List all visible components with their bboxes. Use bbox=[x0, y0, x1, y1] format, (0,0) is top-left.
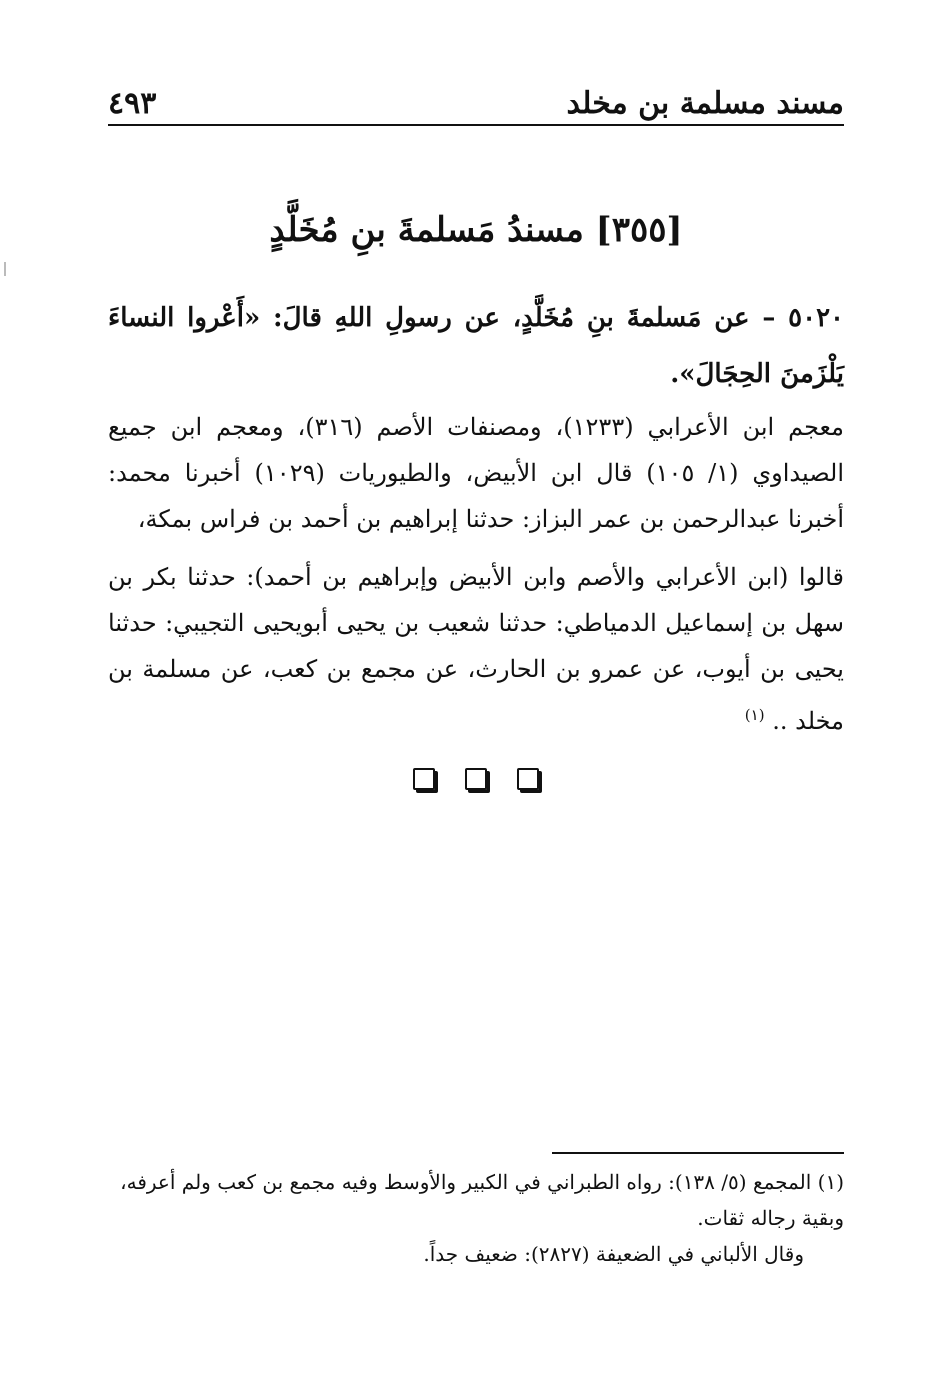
separator-square-icon bbox=[413, 768, 435, 790]
section-separator bbox=[0, 768, 952, 790]
footnote-1: (١) المجمع (٥/ ١٣٨): رواه الطبراني في الكبير والأوسط وفيه مجمع بن كعب ولم أعرفه، وبقية رجاله ثقات. bbox=[120, 1170, 844, 1230]
hadith-text: – عن مَسلمةَ بنِ مُخَلَّدٍ، عن رسولِ اللهِ قالَ: «أَعْروا النساءَ يَلْزَمنَ الحِجَالَ». bbox=[108, 303, 844, 389]
sources-paragraph-2-text: قالوا (ابن الأعرابي والأصم وابن الأبيض وإبراهيم بن أحمد): حدثنا بكر بن سهل بن إسماعيل الدمياطي: حدثنا شعيب بن يحيى أبويحيى التجيبي: حدثنا يحيى بن أيوب، عن عمرو بن الحارث، عن مجمع بن كعب، عن مسلمة بن مخلد .. bbox=[108, 563, 844, 735]
running-title: مسند مسلمة بن مخلد bbox=[566, 86, 844, 121]
hadith-paragraph bbox=[108, 290, 844, 402]
sources-paragraph-2 bbox=[108, 554, 844, 744]
footnote-reference: (١) bbox=[744, 706, 765, 724]
footnotes bbox=[108, 1164, 844, 1272]
footnote-rule bbox=[552, 1152, 844, 1154]
section-title: [٣٥٥] مسندُ مَسلمةَ بنِ مُخَلَّدٍ bbox=[269, 210, 683, 250]
separator-square-icon bbox=[465, 768, 487, 790]
hadith-number: ٥٠٢٠ bbox=[788, 303, 844, 333]
footnote-1-continued: وقال الألباني في الضعيفة (٢٨٢٧): ضعيف جداً. bbox=[423, 1242, 804, 1266]
header-rule bbox=[108, 124, 844, 126]
sources-paragraph-1: معجم ابن الأعرابي (١٢٣٣)، ومصنفات الأصم (٣١٦)، ومعجم ابن جميع الصيداوي (١/ ١٠٥) قال ابن الأبيض، والطيوريات (١٠٢٩) أخبرنا محمد: أخبرنا عبدالرحمن بن عمر البزاز: حدثنا إبراهيم بن أحمد بن فراس بمكة، bbox=[108, 413, 845, 533]
page-header bbox=[108, 78, 844, 126]
page-number: ٤٩٣ bbox=[108, 86, 157, 121]
separator-square-icon bbox=[517, 768, 539, 790]
margin-mark bbox=[4, 262, 6, 276]
